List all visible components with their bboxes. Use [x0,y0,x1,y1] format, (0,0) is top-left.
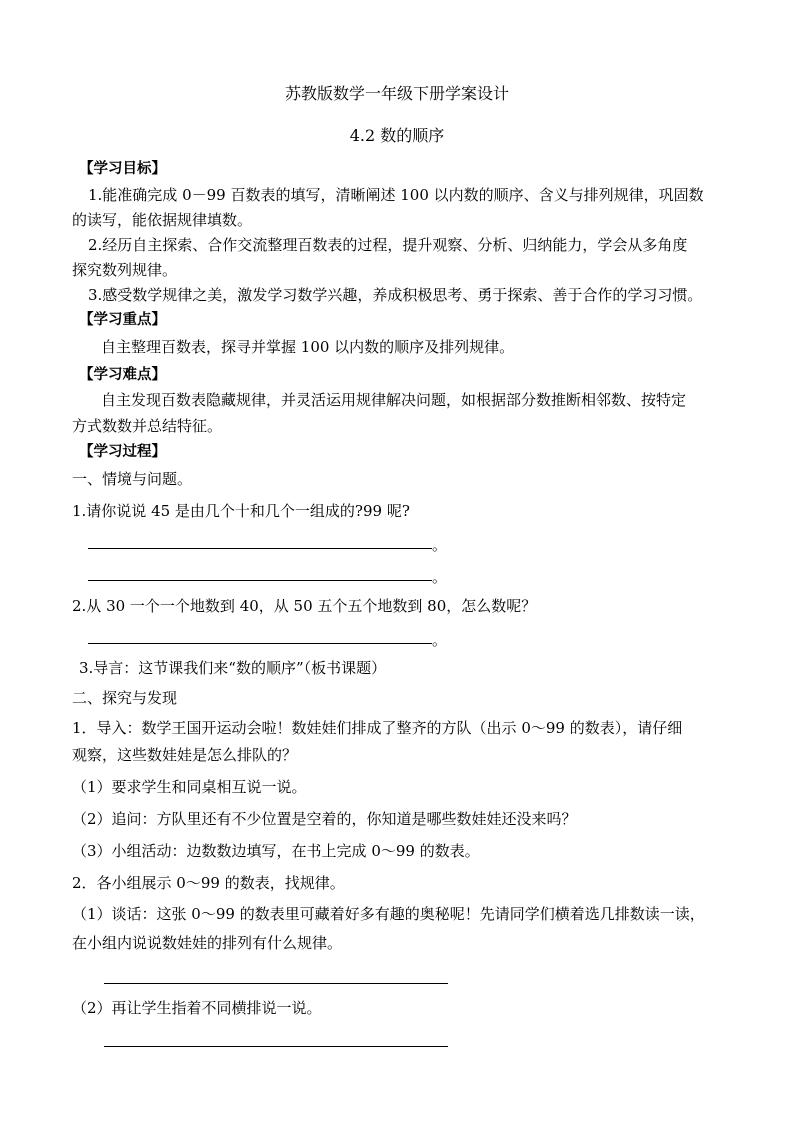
part-1-step-3: （3）小组活动：边数数边填写，在书上完成 0～99 的数表。 [72,842,480,860]
goal-2-line-2: 探究数列规律。 [72,261,178,279]
difficulty-line-1: 自主发现百数表隐藏规律，并灵活运用规律解决问题，如根据部分数推断相邻数、按特定 [101,391,687,409]
part-2-step-1-line-2: 在小组内说说数娃娃的排列有什么规律。 [72,934,343,952]
answer-period-3: 。 [432,631,448,649]
section-2-title: 二、探究与发现 [72,689,178,707]
key-points-text: 自主整理百数表，探寻并掌握 100 以内数的顺序及排列规律。 [101,338,515,356]
part-2-step-2: （2）再让学生指着不同横排说一说。 [72,999,322,1017]
answer-blank-3[interactable] [88,643,432,644]
goal-3: 3.感受数学规律之美，激发学习数学兴趣，养成积极思考、勇于探索、善于合作的学习习惯。 [88,286,703,304]
goal-1-line-1: 1.能准确完成 0－99 百数表的填写，清晰阐述 100 以内数的顺序、含义与排列规律，巩固数 [88,186,704,204]
answer-blank-1[interactable] [88,548,432,549]
section-1-title: 一、情境与问题。 [72,470,193,488]
difficulty-heading: 【学习难点】 [79,367,166,383]
part-1-line-2: 观察，这些数娃娃是怎么排队的？ [72,746,298,764]
process-heading: 【学习过程】 [79,444,166,460]
part-1-line-1: 1．导入：数学王国开运动会啦！数娃娃们排成了整齐的方队（出示 0～99 的数表），请仔细 [72,719,683,737]
key-points-heading: 【学习重点】 [79,312,166,328]
question-3: 3.导言：这节课我们来“数的顺序”（板书课题） [79,659,387,677]
answer-blank-2[interactable] [88,580,432,581]
goals-heading: 【学习目标】 [79,161,166,177]
question-1: 1.请你说说 45 是由几个十和几个一组成的?99 呢? [72,502,410,520]
lesson-subtitle: 4.2 数的顺序 [349,126,445,145]
answer-period-2: 。 [432,568,448,586]
difficulty-line-2: 方式数数并总结特征。 [72,417,223,435]
answer-blank-4[interactable] [104,983,448,984]
part-1-step-1: （1）要求学生和同桌相互说一说。 [72,778,307,796]
part-2-title: 2．各小组展示 0～99 的数表，找规律。 [72,874,345,892]
answer-blank-5[interactable] [104,1046,448,1047]
part-2-step-1-line-1: （1）谈话：这张 0～99 的数表里可藏着好多有趣的奥秘呢！先请同学们横着选几排数读一读， [72,905,705,923]
question-2: 2.从 30 一个一个地数到 40，从 50 五个五个地数到 80，怎么数呢？ [72,597,537,615]
goal-1-line-2: 的读写，能依据规律填数。 [72,211,253,229]
document-title: 苏教版数学一年级下册学案设计 [284,84,509,103]
answer-period-1: 。 [432,536,448,554]
part-1-step-2: （2）追问：方队里还有不少位置是空着的，你知道是哪些数娃娃还没来吗？ [72,810,577,828]
goal-2-line-1: 2.经历自主探索、合作交流整理百数表的过程，提升观察、分析、归纳能力，学会从多角度 [88,236,688,254]
